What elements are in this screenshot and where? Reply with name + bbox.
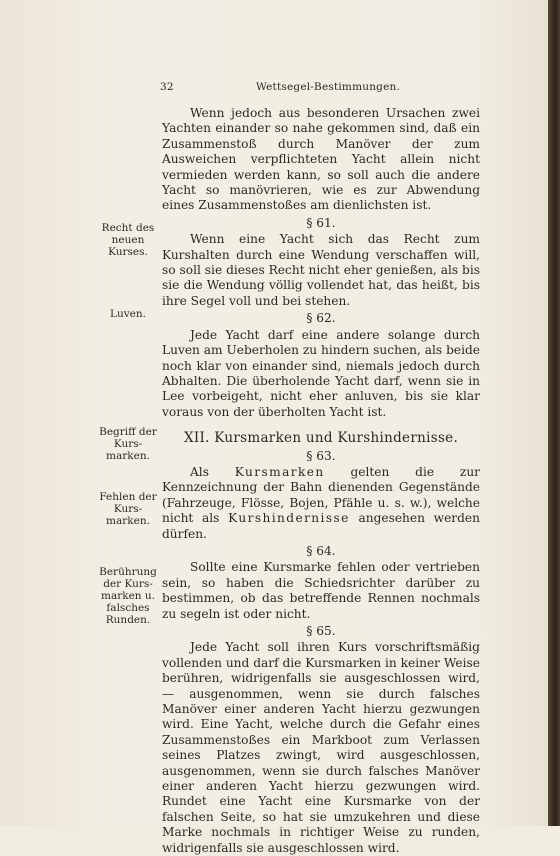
margin-note-61: Recht des neuen Kurses.: [101, 222, 155, 258]
section-heading: XII. Kursmarken und Kurshindernisse.: [183, 430, 459, 447]
margin-note-64: Fehlen der Kurs-marken.: [99, 491, 157, 527]
paragraph-mark-61: § 61.: [306, 215, 336, 230]
paragraph-63: [162, 465, 480, 542]
text-run: Als: [190, 464, 235, 479]
text-run: angesehen werden dürfen.: [162, 511, 480, 541]
paragraph-62: Jede Yacht darf eine andere solange durch Luven am Ueberholen zu hindern suchen, als beide noch klar von einander sind, niemals jedoch durch Abhalten. Die überholende Yacht darf, wenn sie in Lee vorbeigeht, nicht eher anluven, bis sie klar voraus von der überholten Yacht ist.: [162, 327, 480, 419]
text-column: [162, 106, 480, 856]
paragraph-mark-63: § 63.: [306, 448, 336, 463]
paragraph-mark-62: § 62.: [306, 311, 336, 326]
margin-note-62: Luven.: [110, 308, 146, 320]
emphasis-kurshindernisse: Kurshindernisse: [228, 511, 350, 526]
paragraph-mark-65: § 65.: [306, 624, 336, 638]
book-binding-edge: [548, 0, 560, 826]
running-title: Wettsegel-Bestimmungen.: [256, 81, 401, 93]
intro-paragraph: Wenn jedoch aus besonderen Ursachen zwei Yachten einander so nahe gekommen sind, daß ein Zusammenstoß durch Manöver der zum Ausweichen verpflichteten Yacht allein nicht vermieden werden kann, so soll auch die andere Yacht so manövrieren, wie es zur Abwendung eines Zusammenstoßes am dienlichsten ist.: [162, 106, 480, 213]
emphasis-kursmarken: Kursmarken: [234, 464, 325, 479]
margin-note-65: Berührung der Kurs-marken u. falsches Runden.: [99, 566, 157, 626]
margin-note-63: Begriff der Kurs-marken.: [99, 426, 157, 462]
paragraph-64: Sollte eine Kursmarke fehlen oder vertrieben sein, so haben die Schiedsrichter darüber zu bestimmen, ob das betreffende Rennen nochmals zu segeln ist oder nicht.: [162, 560, 480, 621]
paragraph-61: Wenn eine Yacht sich das Recht zum Kurshalten durch eine Wendung verschaffen will, so soll sie dieses Recht nicht eher genießen, als bis sie die Wendung völlig vollendet hat, das heißt, bis ihre Segel voll und bei stehen.: [162, 232, 480, 308]
text-run: gelten die zur Kennzeichnung der Bahn dienenden Gegenstände (Fahrzeuge, Flösse, Bojen, Pfähle u. s. w.), welche nicht als: [162, 464, 480, 526]
paragraph-mark-64: § 64.: [306, 543, 336, 558]
page-number: 32: [160, 81, 174, 93]
paragraph-65: Jede Yacht soll ihren Kurs vorschriftsmäßig vollenden und darf die Kursmarken in keiner Weise berühren, widrigenfalls sie ausgeschlossen wird, — ausgenommen, wenn sie durch falsches Manöver einer anderen Yacht hierzu gezwungen wird. Eine Yacht, welche durch die Gefahr eines Zusammenstoßes ein Markboot zum Verlassen seines Platzes zwingt, wird ausgeschlossen, ausgenommen, wenn sie durch falsches Manöver einer anderen Yacht hierzu gezwungen wird. Rundet eine Yacht eine Kursmarke von der falschen Seite, so hat sie umzukehren und diese Marke nochmals in richtiger Weise zu runden, widrigenfalls sie ausgeschlossen wird.: [162, 640, 480, 855]
